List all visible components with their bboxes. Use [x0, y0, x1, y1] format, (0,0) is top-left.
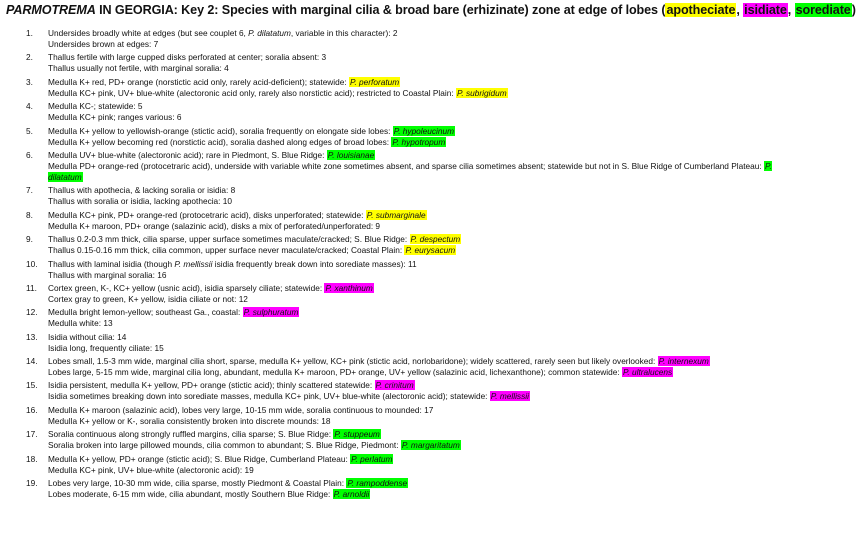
lead-text: Medulla UV+ blue-white (alectoronic acid); rare in Piedmont, S. Blue Ridge:: [48, 149, 327, 160]
key-lead: [48, 196, 798, 207]
species-name-apotheciate: P. despectum: [410, 234, 461, 245]
species-name-isidiate: P. mellissii: [490, 391, 529, 402]
key-couplet: [0, 380, 800, 402]
lead-text: Soralia continuous along strongly ruffled margins, cilia sparse; S. Blue Ridge:: [48, 429, 334, 440]
key-lead: [48, 416, 798, 427]
key-couplet: [0, 478, 800, 500]
couplet-number: 2.: [26, 52, 33, 63]
species-name-isidiate: P. ultralucens: [622, 367, 673, 378]
species-name-sorediate: P. perlatum: [351, 453, 393, 464]
couplet-number: 3.: [26, 76, 33, 87]
key-lead: [48, 380, 798, 391]
key-lead: [48, 245, 798, 256]
lead-text: Cortex gray to green, K+ yellow, isidia ciliate or not: 12: [48, 293, 248, 304]
lead-text: Thallus 0.2-0.3 mm thick, cilia sparse, upper surface sometimes maculate/cracked; S. Blue Ridge:: [48, 234, 410, 245]
page-title: [6, 3, 856, 17]
lead-text: Soralia broken into large pillowed mounds, cilia common to abundant; S. Blue Ridge, Piedmont:: [48, 440, 401, 451]
couplet-number: 17.: [26, 429, 38, 440]
species-reference: P. mellissii: [174, 258, 213, 269]
lead-text: Thallus with apothecia, & lacking soralia or isidia: 8: [48, 185, 236, 196]
key-couplet: [0, 101, 800, 123]
key-couplet: [0, 185, 800, 207]
species-name-isidiate: P. xanthinum: [325, 282, 373, 293]
key-lead: [48, 478, 798, 489]
key-lead: [48, 391, 798, 402]
couplet-number: 1.: [26, 28, 33, 38]
lead-text: Medulla white: 13: [48, 318, 113, 329]
lead-text: Medulla PD+ orange-red (protocetraric acid), underside with variable white zone sometimes absent, and sparse cilia sometimes absent; statewide but not in S. Blue Ridge of Cumberland Plateau:: [48, 160, 764, 171]
lead-text: Medulla KC+ pink, PD+ orange-red (protocetraric acid), disks unperforated; statewide:: [48, 209, 366, 220]
species-name-sorediate: P. hypotropum: [392, 136, 446, 147]
key-lead: [48, 126, 798, 137]
key-couplet: [0, 356, 800, 378]
key-lead: [48, 210, 798, 221]
title-genus: PARMOTREMA: [6, 3, 96, 17]
key-lead: [48, 221, 798, 232]
key-lead: [48, 161, 798, 183]
lead-text: Isidia persistent, medulla K+ yellow, PD+ orange (stictic acid); thinly scattered statewide:: [48, 380, 375, 391]
species-name-sorediate: P. hypoleucinum: [393, 125, 455, 136]
couplet-number: 10.: [26, 258, 38, 269]
key-lead: [48, 39, 798, 50]
lead-text: Thallus 0.15-0.16 mm thick, cilia common, upper surface never maculate/cracked; Coastal Plain:: [48, 245, 405, 256]
legend-apotheciate: apotheciate: [666, 3, 736, 17]
lead-text: Medulla K+ yellow or K-, soralia consistently broken into discrete mounds: 18: [48, 415, 331, 426]
lead-text: Medulla KC-; statewide: 5: [48, 101, 143, 112]
key-lead: [48, 101, 798, 112]
key-lead: [48, 429, 798, 440]
key-lead: [48, 283, 798, 294]
lead-text: Medulla K+ maroon (salazinic acid), lobes very large, 10-15 mm wide, soralia continuous to mounded: 17: [48, 404, 434, 415]
couplet-number: 6.: [26, 149, 33, 160]
lead-text: Medulla KC+ pink; ranges various: 6: [48, 112, 182, 123]
key-lead: [48, 259, 798, 270]
couplet-number: 7.: [26, 185, 33, 196]
key-couplet: [0, 210, 800, 232]
species-name-sorediate: P. louisianae: [327, 149, 375, 160]
lead-text: Medulla K+ yellow, PD+ orange (stictic acid); S. Blue Ridge, Cumberland Plateau:: [48, 453, 351, 464]
lead-text: Isidia long, frequently ciliate: 15: [48, 342, 164, 353]
lead-text: Lobes very large, 10-30 mm wide, cilia sparse, mostly Piedmont & Coastal Plain:: [48, 478, 347, 489]
lead-text: Medulla bright lemon-yellow; southeast Ga., coastal:: [48, 307, 243, 318]
couplet-number: 18.: [26, 453, 38, 464]
couplet-number: 13.: [26, 331, 38, 342]
key-couplet: [0, 332, 800, 354]
key-lead: [48, 28, 798, 39]
lead-text: Medulla KC+ pink, UV+ blue-white (alectoronic acid): 19: [48, 464, 254, 475]
key-lead: [48, 332, 798, 343]
key-lead: [48, 465, 798, 476]
key-couplet: [0, 454, 800, 476]
species-name-apotheciate: P. submarginale: [366, 209, 426, 220]
key-couplet: [0, 150, 800, 183]
title-sep-1: ,: [736, 3, 744, 17]
couplet-number: 4.: [26, 101, 33, 112]
lead-text: Lobes moderate, 6-15 mm wide, cilia abundant, mostly Southern Blue Ridge:: [48, 489, 333, 500]
key-lead: [48, 307, 798, 318]
species-name-apotheciate: P. subrigidum: [456, 87, 507, 98]
key-couplet: [0, 28, 800, 50]
title-close: ): [851, 3, 856, 17]
couplet-number: 16.: [26, 404, 38, 415]
key-lead: [48, 356, 798, 367]
lead-text: Medulla KC+ pink, UV+ blue-white (alectoronic acid only, rarely also norstictic acid); restricted to Coastal Plain:: [48, 87, 456, 98]
lead-text: Undersides brown at edges: 7: [48, 39, 159, 49]
couplet-number: 15.: [26, 380, 38, 391]
key-lead: [48, 77, 798, 88]
key-couplet: [0, 307, 800, 329]
lead-text: Medulla K+ maroon, PD+ orange (salazinic acid), disks a mix of perforated/unperforated: 9: [48, 220, 381, 231]
lead-text: Thallus fertile with large cupped disks perforated at center; soralia absent: 3: [48, 52, 327, 63]
lead-text: Isidia sometimes breaking down into sorediate masses, medulla KC+ pink, UV+ blue-white (alectoronic acid); statewide:: [48, 391, 490, 402]
key-couplet: [0, 77, 800, 99]
species-name-isidiate: P. internexum: [658, 356, 709, 367]
key-lead: [48, 150, 798, 161]
species-name-sorediate: P. rampoddense: [347, 478, 408, 489]
key-lead: [48, 137, 798, 148]
key-lead: [48, 63, 798, 74]
couplet-number: 11.: [26, 282, 37, 293]
key-lead: [48, 440, 798, 451]
key-couplet: [0, 126, 800, 148]
legend-sorediate: sorediate: [795, 3, 851, 17]
species-name-apotheciate: P. perforatum: [349, 76, 400, 87]
key-couplet: [0, 405, 800, 427]
key-lead: [48, 343, 798, 354]
title-text: IN GEORGIA: Key 2: Species with marginal cilia & broad bare (erhizinate) zone at edge of lobes (: [95, 3, 666, 17]
species-name-isidiate: P. crinitum: [375, 380, 414, 391]
lead-text: Thallus usually not fertile, with marginal soralia: 4: [48, 63, 229, 74]
key-couplet: [0, 429, 800, 451]
species-name-sorediate: P. arnoldii: [333, 489, 370, 500]
key-couplet: [0, 52, 800, 74]
couplet-number: 12.: [26, 307, 38, 318]
key-lead: [48, 405, 798, 416]
key-list: [0, 28, 800, 502]
lead-text: Isidia without cilia: 14: [48, 331, 127, 342]
key-lead: [48, 318, 798, 329]
couplet-number: 8.: [26, 209, 33, 220]
key-lead: [48, 52, 798, 63]
key-lead: [48, 185, 798, 196]
legend-isidiate: isidiate: [744, 3, 787, 17]
lead-text: Undersides broadly white at edges (but see couplet 6,: [48, 28, 249, 38]
lead-text: Lobes large, 5-15 mm wide, marginal cilia long, abundant, medulla K+ maroon, PD+ orange, UV+ yellow (salazinic acid, lichexanthone); common statewide:: [48, 367, 622, 378]
lead-text: Thallus with marginal soralia: 16: [48, 269, 167, 280]
lead-text: isidia frequently break down into sorediate masses): 11: [212, 258, 417, 269]
key-lead: [48, 294, 798, 305]
couplet-number: 5.: [26, 125, 33, 136]
key-lead: [48, 270, 798, 281]
key-lead: [48, 234, 798, 245]
lead-text: Lobes small, 1.5-3 mm wide, marginal cilia short, sparse, medulla K+ yellow, KC+ pink (stictic acid, norlobaridone); widely scattered, rarely seen but likely overlooked:: [48, 356, 658, 367]
key-lead: [48, 454, 798, 465]
lead-text: Medulla K+ red, PD+ orange (norstictic acid only, rarely acid-deficient); statewide:: [48, 76, 349, 87]
lead-text: Thallus with soralia or isidia, lacking apothecia: 10: [48, 196, 233, 207]
key-lead: [48, 88, 798, 99]
species-name-sorediate: P. margaritatum: [401, 440, 460, 451]
species-name-sorediate: P. dilatatum: [48, 160, 772, 182]
species-name-isidiate: P. sulphuratum: [243, 307, 299, 318]
key-lead: [48, 112, 798, 123]
lead-text: , variable in this character): 2: [290, 28, 398, 38]
key-couplet: [0, 283, 800, 305]
couplet-number: 19.: [26, 478, 38, 489]
lead-text: Medulla K+ yellow becoming red (norstictic acid), soralia dashed along edges of broad lobes:: [48, 136, 392, 147]
couplet-number: 9.: [26, 234, 33, 245]
key-lead: [48, 367, 798, 378]
species-name-sorediate: P. stuppeum: [334, 429, 380, 440]
couplet-number: 14.: [26, 356, 38, 367]
lead-text: Cortex green, K-, KC+ yellow (usnic acid), isidia sparsely ciliate; statewide:: [48, 282, 325, 293]
key-couplet: [0, 234, 800, 256]
lead-text: Medulla K+ yellow to yellowish-orange (stictic acid), soralia frequently on elongate side lobes:: [48, 125, 393, 136]
key-lead: [48, 489, 798, 500]
key-couplet: [0, 259, 800, 281]
species-name-apotheciate: P. eurysacum: [405, 245, 456, 256]
species-reference: P. dilatatum: [248, 28, 291, 38]
lead-text: Thallus with laminal isidia (though: [48, 258, 175, 269]
title-sep-2: ,: [787, 3, 795, 17]
